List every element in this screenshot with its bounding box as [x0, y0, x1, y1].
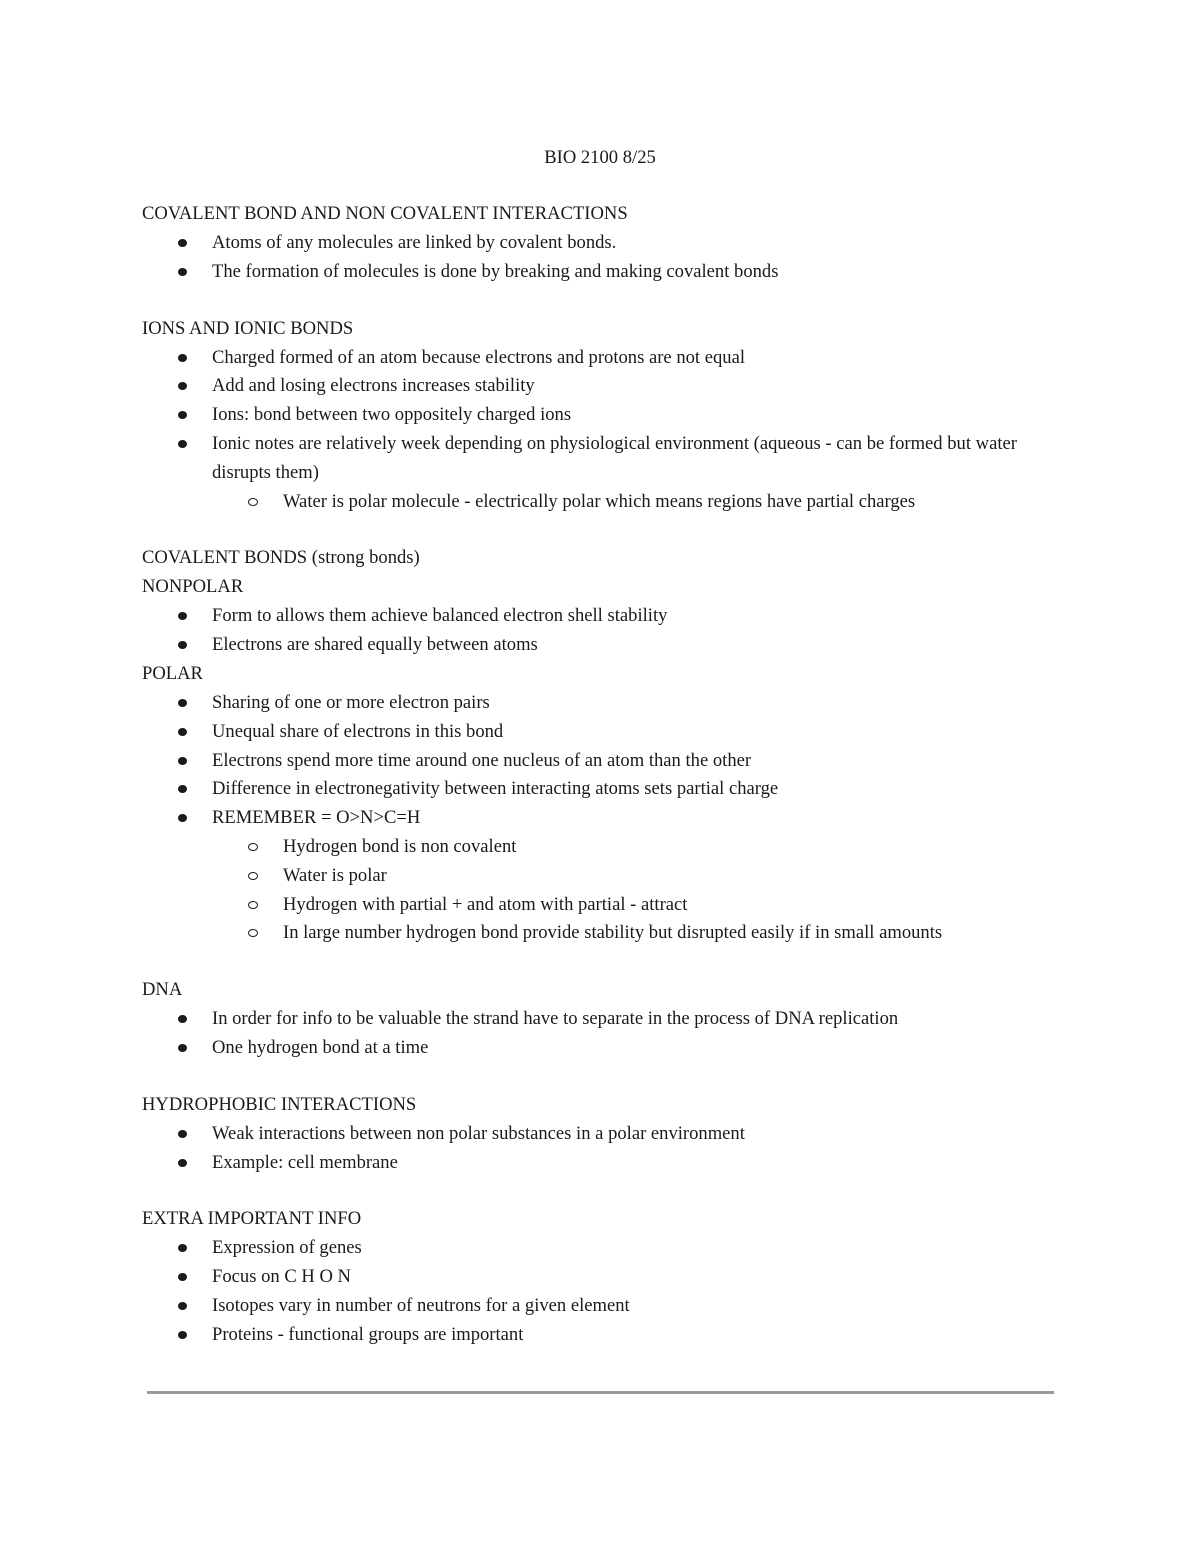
bullet-icon: [178, 382, 187, 390]
section-heading-covalent-bonds: COVALENT BONDS (strong bonds): [142, 547, 420, 569]
bullet-icon: [178, 728, 187, 736]
list-item: The formation of molecules is done by breaking and making covalent bonds: [142, 258, 1062, 287]
list-item: Atoms of any molecules are linked by covalent bonds.: [142, 229, 1062, 258]
sub-list-item: In large number hydrogen bond provide stability but disrupted easily if in small amounts: [142, 919, 1062, 948]
subheading-nonpolar: NONPOLAR: [142, 576, 244, 598]
bullet-list: [142, 1120, 1062, 1178]
bullet-icon: [178, 1159, 187, 1167]
bullet-icon: [178, 785, 187, 793]
list-item: Expression of genes: [142, 1234, 1062, 1263]
list-item: Electrons are shared equally between atoms: [142, 631, 1062, 660]
bullet-icon: [178, 440, 187, 448]
list-item: Example: cell membrane: [142, 1149, 1062, 1178]
section-heading-dna: DNA: [142, 979, 183, 1001]
bullet-icon: [178, 1302, 187, 1310]
list-item: Difference in electronegativity between interacting atoms sets partial charge: [142, 775, 1062, 804]
circle-bullet-icon: [248, 843, 258, 851]
circle-bullet-icon: [248, 872, 258, 880]
bullet-list: [142, 1234, 1062, 1349]
list-item: Sharing of one or more electron pairs: [142, 689, 1062, 718]
bullet-icon: [178, 411, 187, 419]
list-item: Focus on C H O N: [142, 1263, 1062, 1292]
section-heading-covalent-bond: COVALENT BOND AND NON COVALENT INTERACTIONS: [142, 203, 628, 224]
bullet-list: [142, 229, 1062, 287]
sub-list-item: Water is polar molecule - electrically polar which means regions have partial charges: [142, 488, 1062, 517]
bullet-icon: [178, 1244, 187, 1252]
list-item: In order for info to be valuable the strand have to separate in the process of DNA replication: [142, 1005, 1062, 1034]
page-title: BIO 2100 8/25: [544, 147, 656, 168]
bullet-list: [142, 689, 1062, 948]
bullet-icon: [178, 1015, 187, 1023]
list-item: Weak interactions between non polar substances in a polar environment: [142, 1120, 1062, 1149]
subheading-polar: POLAR: [142, 662, 203, 684]
list-item: Ions: bond between two oppositely charged ions: [142, 401, 1062, 430]
bullet-icon: [178, 757, 187, 765]
sub-list-item: Water is polar: [142, 862, 1062, 891]
list-item: Unequal share of electrons in this bond: [142, 718, 1062, 747]
bullet-icon: [178, 641, 187, 649]
list-item: Proteins - functional groups are important: [142, 1321, 1062, 1350]
document-page: [142, 144, 1062, 1350]
bullet-icon: [178, 268, 187, 276]
bullet-icon: [178, 1273, 187, 1281]
bullet-icon: [178, 1044, 187, 1052]
list-item: Charged formed of an atom because electrons and protons are not equal: [142, 344, 1062, 373]
circle-bullet-icon: [248, 901, 258, 909]
section-heading-extra-info: EXTRA IMPORTANT INFO: [142, 1208, 362, 1230]
list-item: Electrons spend more time around one nucleus of an atom than the other: [142, 747, 1062, 776]
bullet-icon: [178, 1130, 187, 1138]
horizontal-rule: [147, 1391, 1054, 1394]
bullet-list: [142, 344, 1062, 517]
bullet-list: [142, 1005, 1062, 1063]
sub-list-item: Hydrogen bond is non covalent: [142, 833, 1062, 862]
list-item: One hydrogen bond at a time: [142, 1034, 1062, 1063]
list-item: Add and losing electrons increases stability: [142, 372, 1062, 401]
list-item: REMEMBER = O>N>C=H: [142, 804, 1062, 833]
bullet-list: [142, 602, 1062, 660]
bullet-icon: [178, 239, 187, 247]
list-item: Ionic notes are relatively week depending on physiological environment (aqueous - can be formed but water disrupts them): [142, 430, 1062, 488]
sub-list-item: Hydrogen with partial + and atom with partial - attract: [142, 891, 1062, 920]
bullet-icon: [178, 699, 187, 707]
circle-bullet-icon: [248, 498, 258, 506]
section-heading-ions: IONS AND IONIC BONDS: [142, 317, 354, 339]
bullet-icon: [178, 354, 187, 362]
list-item: Form to allows them achieve balanced electron shell stability: [142, 602, 1062, 631]
circle-bullet-icon: [248, 929, 258, 937]
bullet-icon: [178, 814, 187, 822]
bullet-icon: [178, 612, 187, 620]
section-heading-hydrophobic: HYDROPHOBIC INTERACTIONS: [142, 1093, 417, 1115]
list-item: Isotopes vary in number of neutrons for a given element: [142, 1292, 1062, 1321]
bullet-icon: [178, 1331, 187, 1339]
